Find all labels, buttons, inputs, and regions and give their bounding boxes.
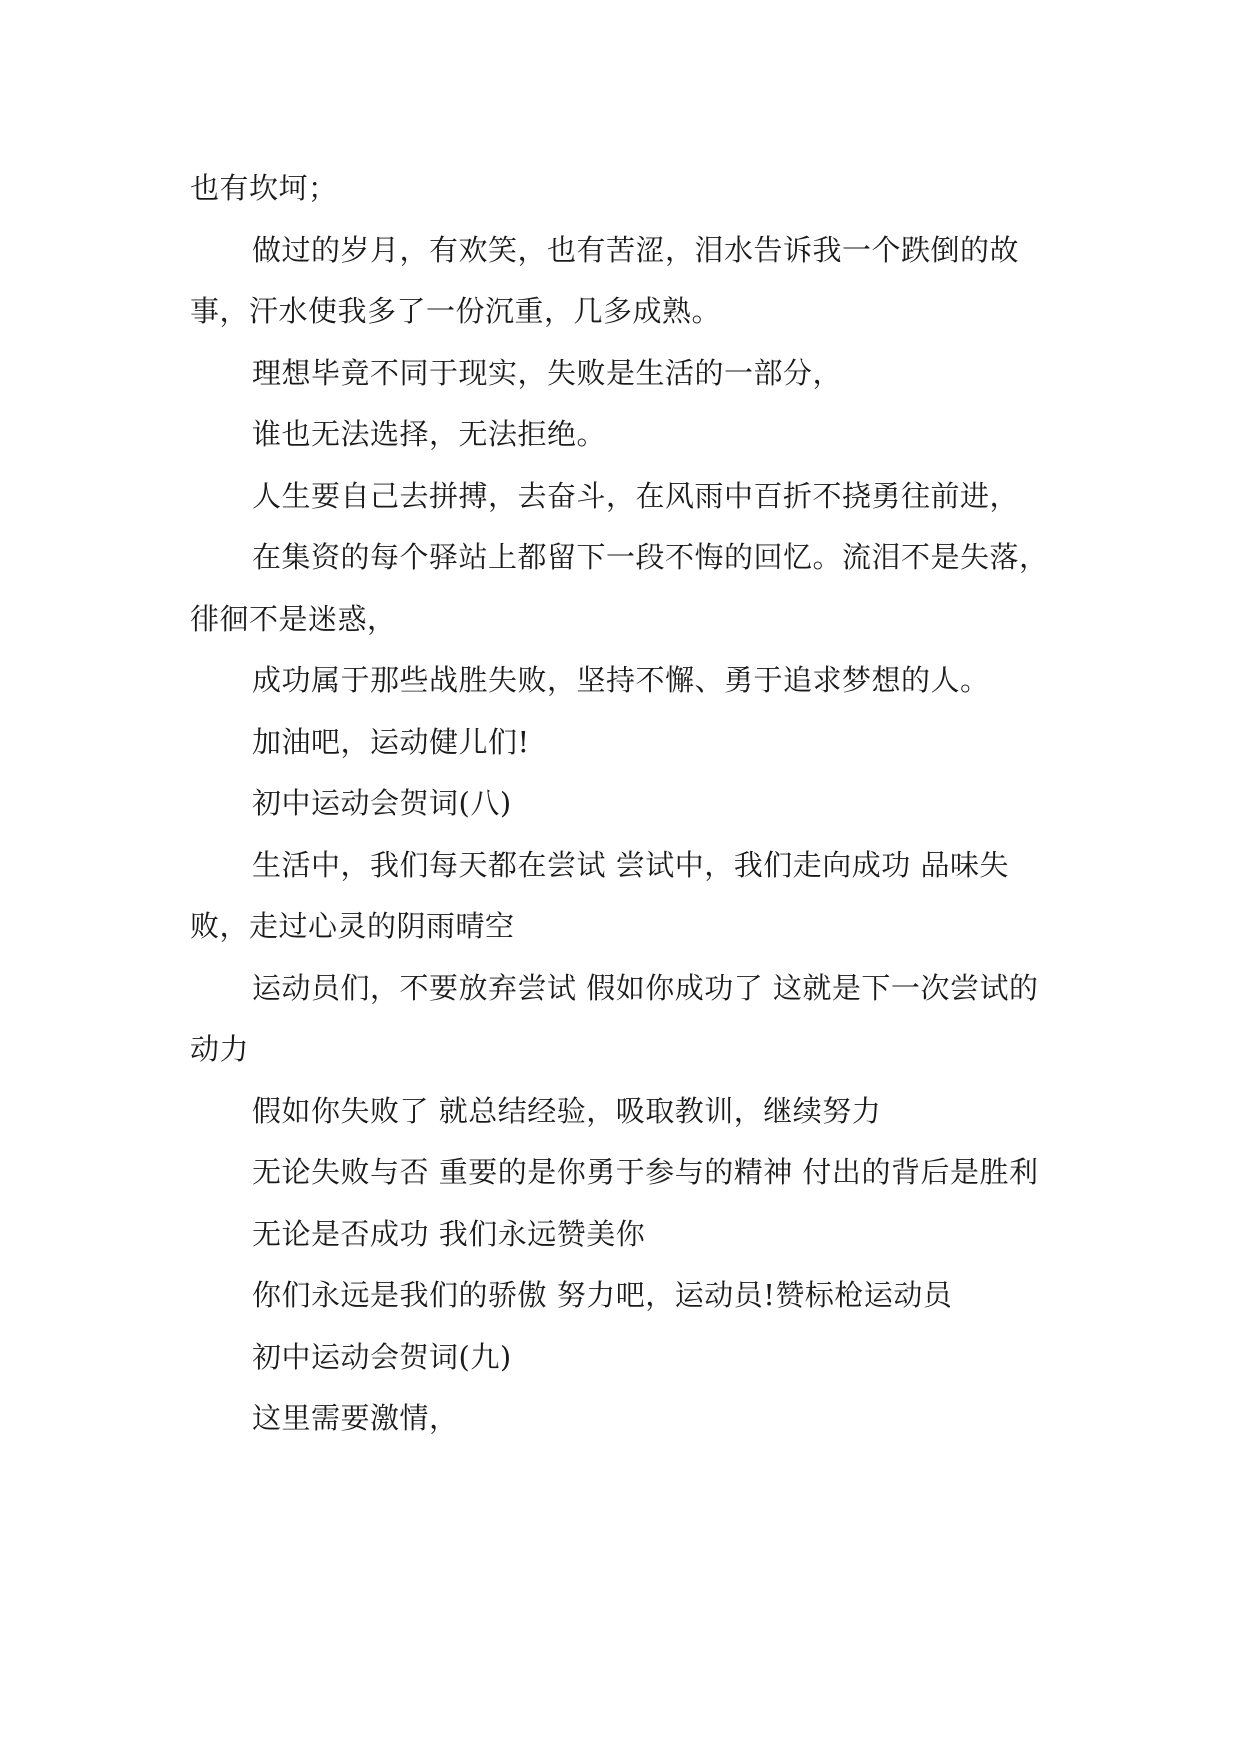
paragraph: 谁也无法选择，无法拒绝。: [252, 417, 607, 451]
paragraph: 人生要自己去拼搏，去奋斗，在风雨中百折不挠勇往前进，: [252, 478, 1020, 513]
section-heading: 初中运动会贺词(八): [252, 786, 512, 820]
paragraph: 这里需要激情，: [252, 1401, 459, 1435]
paragraph: 生活中，我们每天都在尝试 尝试中，我们走向成功 品味失败，走过心灵的阴雨晴空: [190, 847, 1009, 943]
paragraph: 你们永远是我们的骄傲 努力吧，运动员!赞标枪运动员: [252, 1278, 953, 1312]
paragraph: 也有坎坷；: [190, 171, 338, 205]
section-heading: 初中运动会贺词(九): [252, 1339, 512, 1374]
paragraph: 无论失败与否 重要的是你勇于参与的精神 付出的背后是胜利: [252, 1155, 1039, 1189]
paragraph: 在集资的每个驿站上都留下一段不悔的回忆。流泪不是失落，徘徊不是迷惑，: [190, 540, 1049, 636]
document-body: [190, 158, 1060, 1450]
paragraph: 假如你失败了 就总结经验，吸取教训，继续努力: [252, 1093, 882, 1128]
paragraph: 无论是否成功 我们永远赞美你: [252, 1216, 646, 1251]
paragraph: 成功属于那些战胜失败，坚持不懈、勇于追求梦想的人。: [252, 663, 990, 697]
paragraph: 加油吧，运动健儿们!: [252, 724, 530, 759]
paragraph: 做过的岁月，有欢笑，也有苦涩，泪水告诉我一个跌倒的故事，汗水使我多了一份沉重，几多成熟。: [190, 232, 1020, 328]
paragraph: 运动员们，不要放弃尝试 假如你成功了 这就是下一次尝试的动力: [190, 970, 1039, 1066]
paragraph: 理想毕竟不同于现实，失败是生活的一部分，: [252, 355, 843, 390]
